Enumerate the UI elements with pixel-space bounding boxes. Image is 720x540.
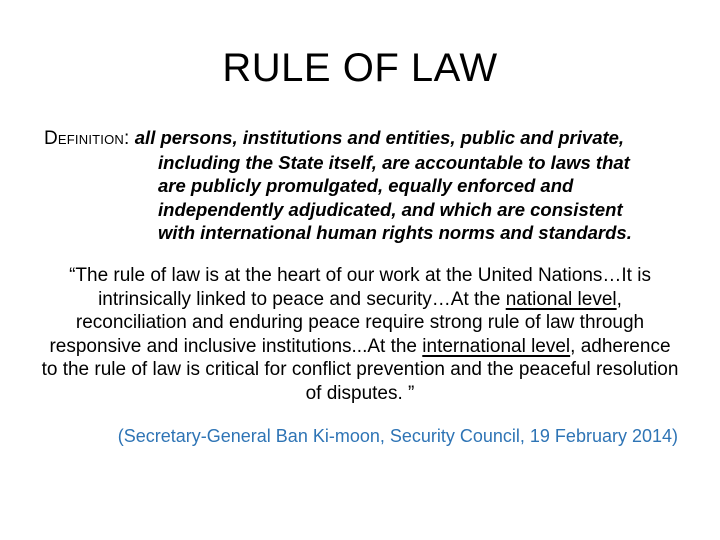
definition-line: independently adjudicated, and which are consistent [158, 198, 623, 220]
definition-line: with international human rights norms and standards. [158, 222, 632, 243]
quote-citation: (Secretary-General Ban Ki-moon, Security Council, 19 February 2014) [117, 426, 678, 446]
definition-line: including the State itself, are accountable to laws that [158, 151, 630, 173]
definition-label: Definition: [44, 128, 130, 149]
definition-first-line [44, 126, 684, 151]
quote-text-part-3: , adherence to the rule of law is critical for conflict prevention and the peaceful resolution of disputes. ” [41, 335, 679, 404]
definition-text-first: all persons, institutions and entities, public and private, [134, 127, 625, 148]
quote-underlined-national-level: national level [505, 288, 617, 310]
quote-text-part-2: , reconciliation and enduring peace require strong rule of law through responsive and inclusive institutions...At the [49, 288, 645, 357]
slide-title: RULE OF LAW [222, 46, 498, 90]
quote-text-part-1: “The rule of law is at the heart of our work at the United Nations…It is intrinsically linked to peace and security…At the [69, 265, 651, 310]
definition-line: are publicly promulgated, equally enforced and [158, 175, 574, 196]
definition-block [44, 126, 684, 245]
quote-block [40, 264, 680, 405]
quote-underlined-international-level: international level [422, 335, 571, 357]
